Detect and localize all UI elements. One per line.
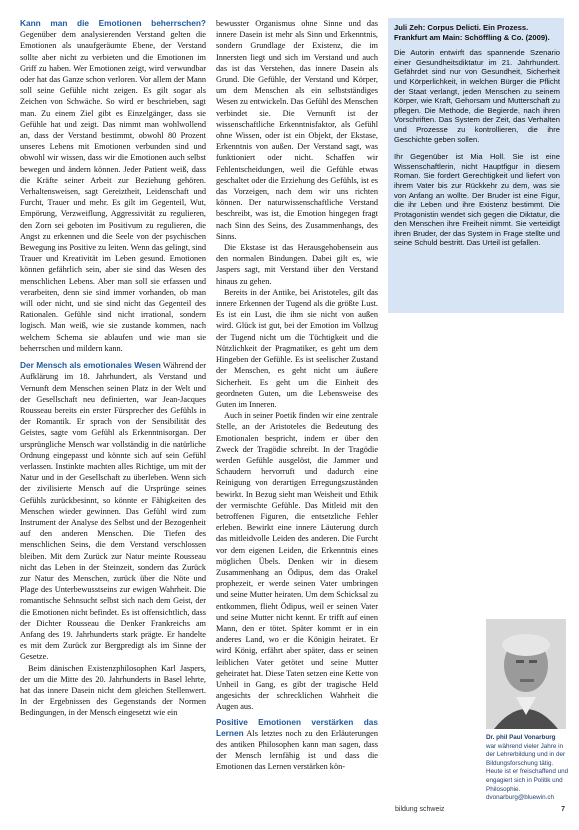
author-name: Dr. phil Paul Vonarburg	[486, 734, 556, 741]
book-info-box	[388, 18, 564, 313]
portrait-image	[486, 619, 566, 729]
article-column-2	[216, 18, 378, 773]
page-number: 7	[561, 806, 565, 813]
body-paragraph: Gegenüber dem analysierenden Verstand gelten die Emotionen als unaufgeräumte Ebene, der Verstand sollte aber nicht zu verbieten und die Emotionen im Griff zu haben. Wer Emotionen zeigt, wird verwundbar oder hat das Ganze schon verloren. Vor allem der Mann soll seine Gefühle nicht zeigen. Es gilt sogar als Zeichen von Schwäche. So wird er beschrieben, sagt man. Zu einem Ziel gibt es Einzelgänger, dass sie Gefühle hat und zeigt. Das nimmt man wohlwollend an, dass der Verstand bestimmt, obwohl 80 Prozent unseres Lebens mit Emotionen verbunden sind und obwohl wir wissen, dass wir die Emotionen auch selbst bewegen und ändern können. Jeder Patient weiß, dass die Kräfte seiner Arbeit zur Beziehung gehören. Verhaltensweisen, sagt Gereiztheit, Leidenschaft und Furcht, Trauer und mehr. Es gilt im Gegenteil, Wut, Empörung, Verzweiflung, Aggressivität zu regulieren, den Zorn sei geboten im Positivum zu regulieren, die Angst zu erkennen und die Seele von der psychischen Bewegung ins Positive zu leiten. Wenn das gelingt, sind Trauer und Kreativität im Leben gesund. Emotionen können gefährlich sein, aber sie sind das Wesen des menschlichen Lebens. Aber man soll sie erfassen und verarbeiten, denn sie sind immer vorhanden, ob man will oder nicht, und sie sind nicht das Gegenteil des Rationalen. Gefühle sind nicht irrational, sondern logisch. Man weiß, wie sie zustande kommen, nach welchem Schema sie ablaufen und wie man sie beherrschen und mildern kann.	[20, 30, 206, 353]
body-paragraph: Die Ekstase ist das Herausgehobensein aus den normalen Bindungen. Dabei gilt es, wie Jaspers sagt, mit Verstand über den Verstand hinaus zu gehen.	[216, 243, 378, 286]
author-caption	[486, 734, 570, 803]
body-paragraph: Während der Aufklärung im 18. Jahrhundert, als Verstand und Vernunft dem Menschen seinen Platz in der Welt und der Gesellschaft neu definierten, war Jean-Jacques Rousseau bereits ein erster Fürsprecher des Gefühls in der Romantik. Er sprach von der Sensibilität des Geistes, sagte vom Gefühl als Erkenntnisorgan. Der ursprüngliche Mensch war vollständig in die natürliche Ordnung eingepasst und könnte sich auf sein Gefühl verlassen. Instinkte machten alles Richtige, um mit der Natur und in der Gesellschaft zu überleben. Wenn sich der zivilisierte Mensch auf die Ursprünge seines Gefühls zurückbesinnt, so könnte er Fähigkeiten des Menschen wieder gewinnen. Das Gefühl wird zum Instrument der Analyse des Selbst und der Bezogenheit auf den anderen Menschen. Die Tiefen des menschlichen Seins, die dem Verstand verschlossen bleiben. Mit dem Zurück zur Natur meinte Rousseau nicht das Leben in der Steinzeit, sondern das Zurück zur Natur des Menschen, zurück über die Nöte und Plage des Unterbewusstseins zur ewigen Wahrheit. Die romantische Sehnsucht selbst sich nach dem Geist, der die Emotionen nicht befindet. Es ist offensichtlich, dass der Dichter Rousseau die Denker Frankreichs am Anfang des 19. Jahrhunderts stark prägte. Er handelte es mit dem Zurück zur Bergpredigt als im Sinne der Gesetze.	[20, 361, 206, 662]
body-paragraph: Beim dänischen Existenzphilosophen Karl Jaspers, der um die Mitte des 20. Jahrhunderts in Basel lehrte, hat das innere Dasein nicht dem gleichen Stellenwert. In der Ergebnissen des Gegenstands der Normen Bedingungen, in der Mensch eingesetzt wie ein	[20, 663, 206, 718]
box-paragraph: Die Autorin entwirft das spannende Szenario einer Gesundheitsdiktatur im 21. Jahrhundert. Gefährdet sind nur von Gesundheit, Sicherheit und Körperlichkeit, in welchen Bürger die Pflicht der Staat verlangt, jeden Menschen zu seinem Körper, wie Kraft, Gehorsam und Mutterschaft zu pflegen. Die Methode, die Begierde, nach ihren Vorschriften. Das System der Zeit, das Verhalten und Prozesse zu kontrollieren, die ihre Geschichte geben sollen.	[394, 48, 560, 144]
section-heading: Positive Emotionen verstärken das Lernen	[216, 716, 378, 738]
section-heading: Kann man die Emotionen beherrschen?	[20, 18, 206, 28]
article-column-1	[20, 18, 206, 719]
magazine-name: bildung schweiz	[395, 806, 445, 813]
body-paragraph: Als letztes noch zu den Erläuterungen des antiken Philosophen kann man sagen, dass der Mensch lernfähig ist und dass die Emotionen das Lernen verstärken kön-	[216, 728, 378, 772]
author-photo	[486, 619, 566, 729]
body-paragraph: Bereits in der Antike, bei Aristoteles, gilt das innere Erkennen der Tugend als die größte Lust. Es ist ein Lust, die ihm sie nicht von außen wird. Glück ist gut, bei der Emotion im Vollzug der Tugend nicht um die Tüchtigkeit und die Nützlichkeit der Pragmatiker, es geht um dem Hingeben der Gefühle. Es ist seelischer Zustand der Menschen, es geht nicht um äußere Sicherheit. Es geht um die Einheit des geordneten Guten, um die Lebensweise des Guten im Inneren.	[216, 287, 378, 409]
author-email: dvonarburg@bluewin.ch	[486, 794, 555, 802]
body-paragraph: Auch in seiner Poetik finden wir eine zentrale Stelle, an der Aristoteles die Bedeutung des Emotionalen bespricht, indem er über den Zweck der Tragödie schreibt. In der Tragödie werden Gefühle ausgelöst, die Jammer und Schaudern hervorruft und dadurch eine Reinigung von derartigen Erregungszuständen bewirkt. In Bezug sieht man Weisheit und Ethik der vermischte Gefühle. Das Mitleid mit den betroffenen Figuren, die entsetzliche Fehler erleben. Bewirkt eine innere Läuterung durch das mitleidvolle Leiden des anderen. Die Furcht vor dem eigenen Leiden, die Erkenntnis eines möglichen Übels. Denken wir in diesem Zusammenhang an Ödipus, dem das Orakel prophezeit, er werde seinen Vater umbringen und seine Mutter heiraten. Um dem Schicksal zu entkommen, flieht Ödipus, weil er seinen Vater und seine Mutter nicht kennt. Er trifft auf einen Mann, den er tötet. Später kommt er in ein anderes Land, wo er die Königin heiratet. Er wird König, erfährt aber später, dass er seinen leiblichen Vater getötet und seine Mutter geheiratet hat. Diese Taten setzen eine Kette von Unheil in Gang, es gibt der tragische Held angesichts der schrecklichen Wahrheit die Augen aus.	[216, 411, 378, 712]
page-footer	[395, 806, 565, 813]
body-paragraph: bewusster Organismus ohne Sinne und das innere Dasein ist mehr als Sinn und Erkenntnis, sondern Grundlage der Existenz, die im Innersten liegt und sich im Verstand und auch das ist das Verstehen, das innere Dasein als Grund. Die Gefühle, der Verstand und Körper, um dem Menschen als ein selbstständiges Wesen zu entwickeln. Das Gefühl des Menschen verbindet sie. Die Vernunft ist der wissenschaftliche Erkenntnisfaktor, als Gefühl ohne Wissen, oder ist ein Objekt, der Ekstase, Erkenntnis von außen. Der Verstand sagt, was funktioniert oder nicht. Schaffen wir Fehlentscheidungen, weil die Gefühle etwas geschaltet oder die Erziehung des Gefühls, ist es das Vorzeigen, nach dem wir uns richten können. Der naturwissenschaftliche Verstand beschreibt, was ist, die Emotion hingegen fragt nach Sinn des Seins, des Zusammenhangs, des Sinns.	[216, 19, 378, 241]
box-paragraph: Ihr Gegenüber ist Mia Holl. Sie ist eine Wissenschaftlerin, nicht Hauptfigur in diesem Roman. Sie fordert Gerechtigkeit und liefert von ihrem Vater bis zur Rückkehr zu dem, was sie von Anfang an wollte. Der Bruder ist eine Figur, die ihr Leben und ihre Existenz bestimmt. Die Protagonistin wendet sich gegen die Diktatur, die den Menschen ihre Freiheit nimmt. Sie verteidigt ihren Bruder, der das System in Frage stellte und seine Schuld bestritt. Das Urteil ist gefallen.	[394, 152, 560, 248]
section-heading: Der Mensch als emotionales Wesen	[20, 360, 161, 371]
author-bio: war während vieler Jahre in der Lehrerbildung und in der Bildungsforschung tätig. Heute ist er freischaffend und engagiert sich in Politik und Philosophie.	[486, 742, 569, 793]
book-source: Juli Zeh: Corpus Delicti. Ein Prozess. Frankfurt am Main: Schöffling & Co. (2009).	[394, 23, 550, 42]
